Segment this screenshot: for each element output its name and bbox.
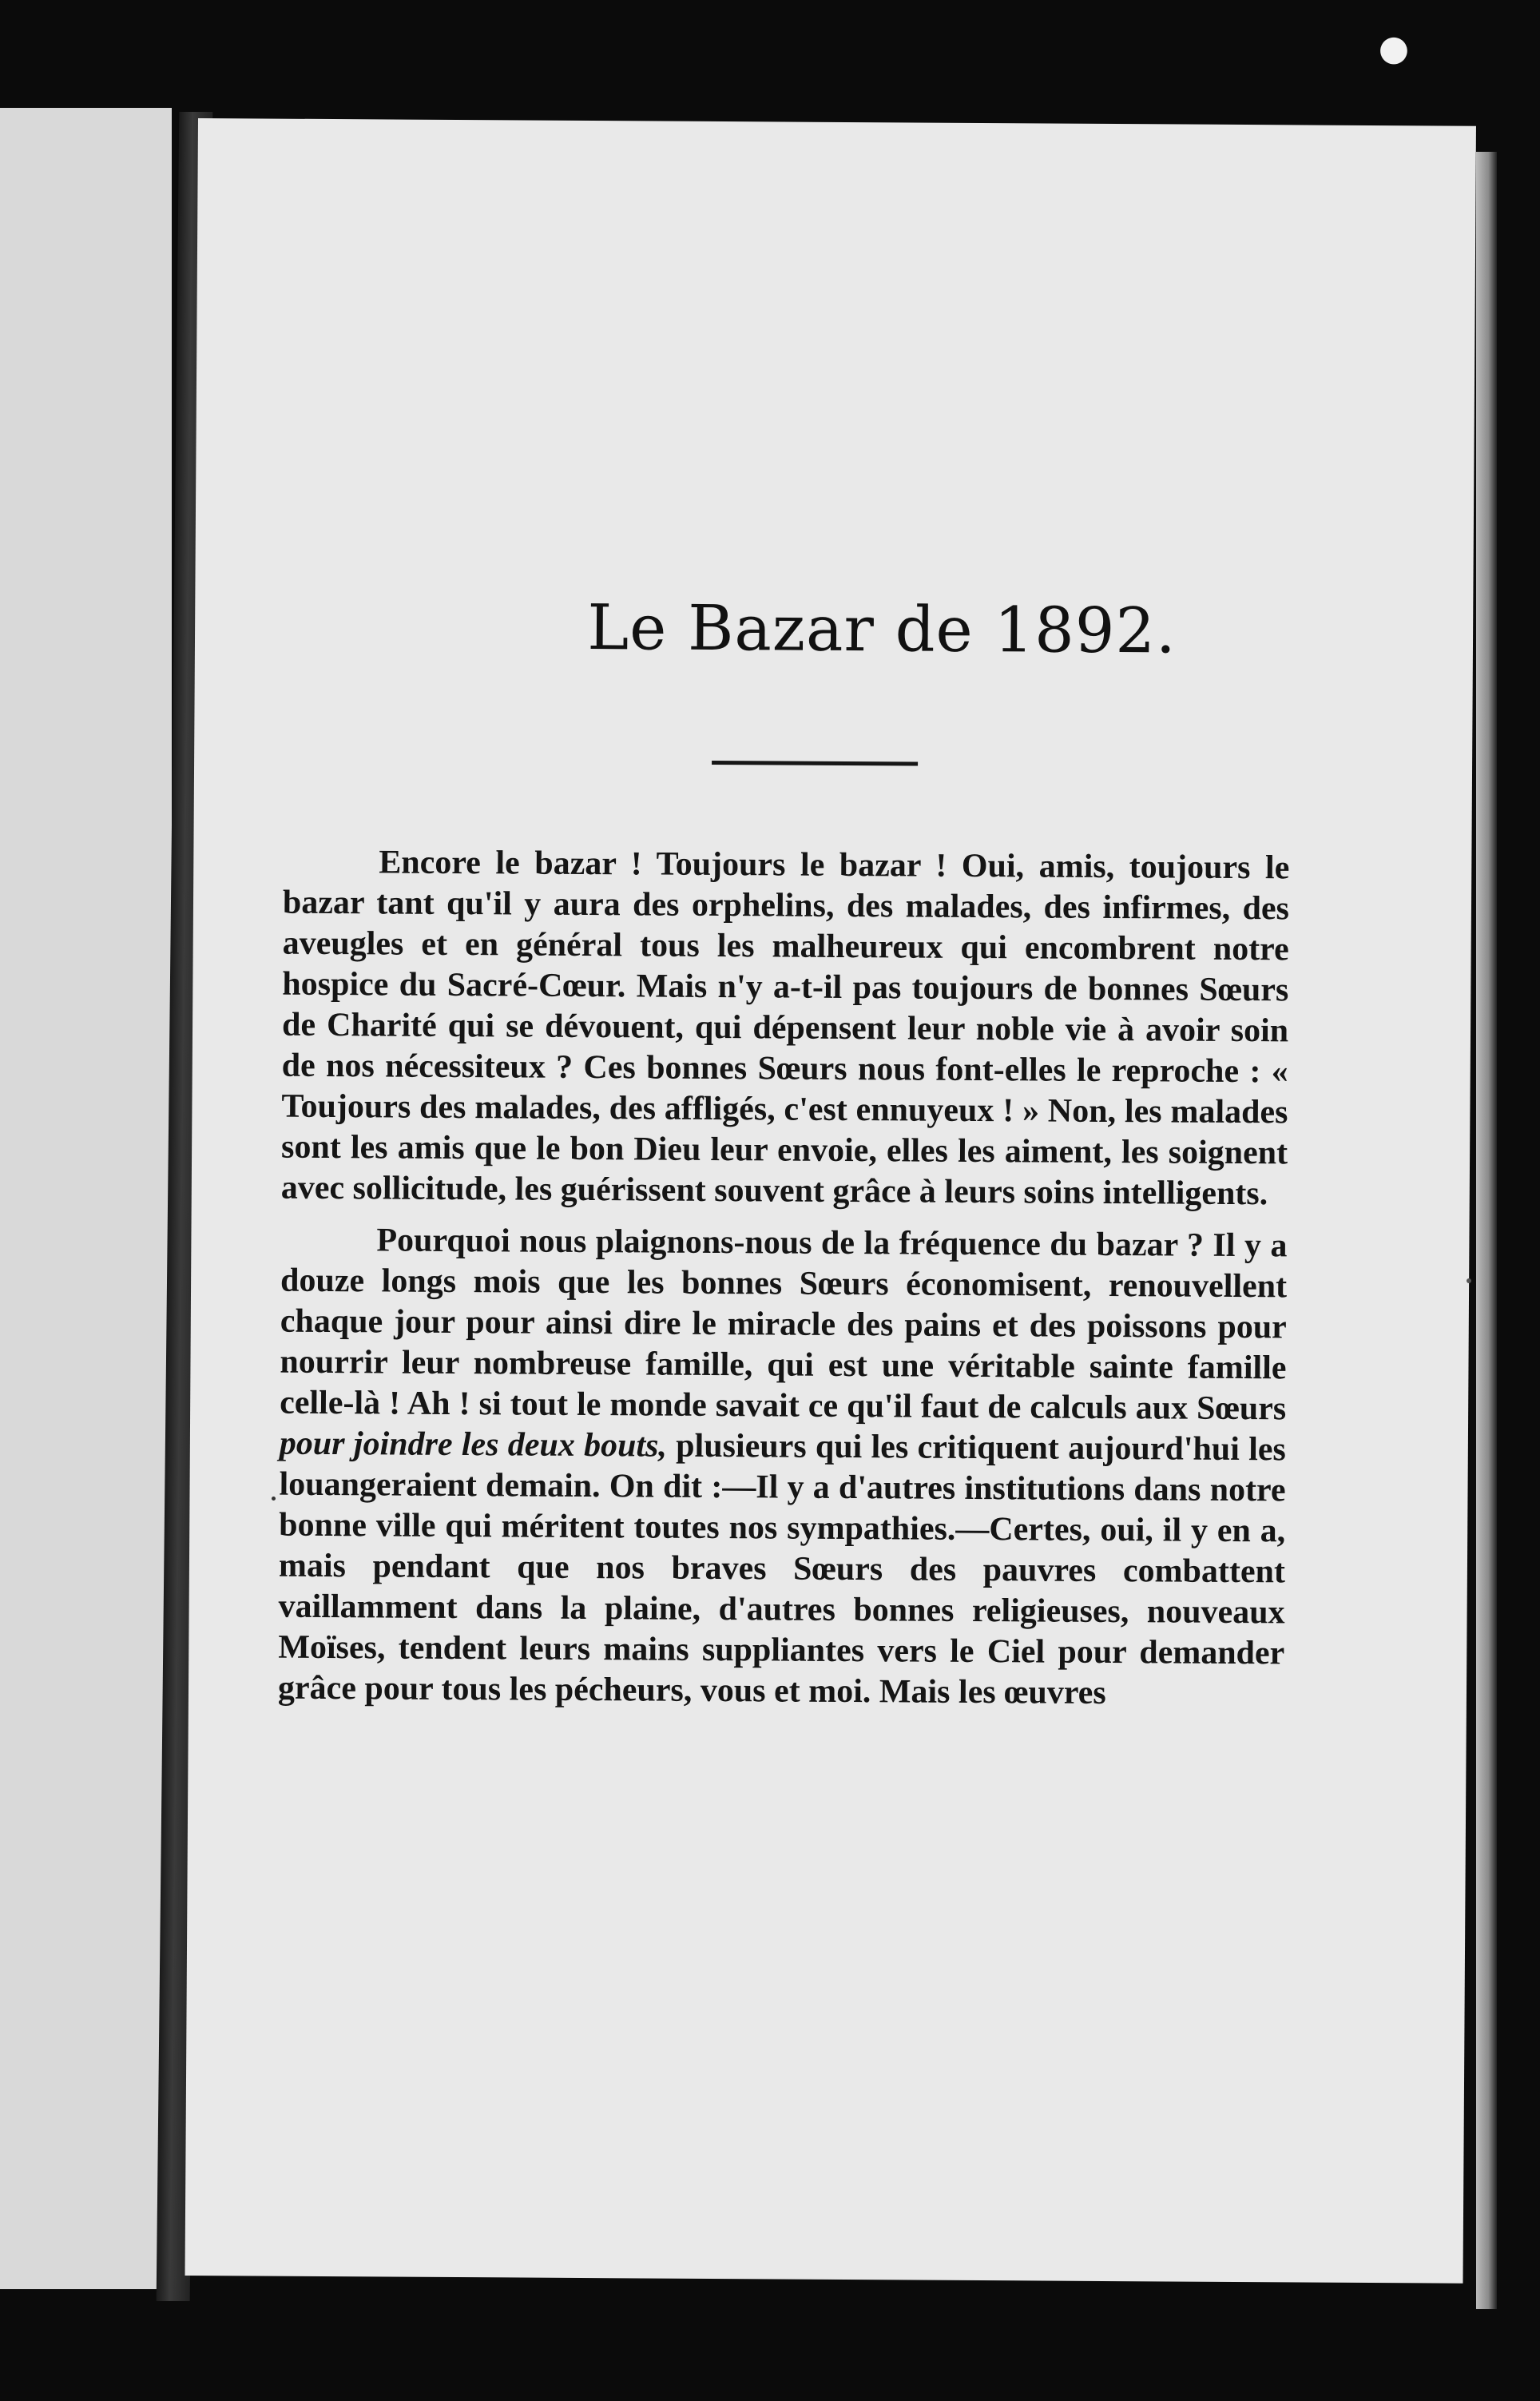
body-text xyxy=(278,842,1290,1727)
paragraph-1: Encore le bazar ! Toujours le bazar ! Oui, amis, toujours le bazar tant qu'il y aura des orphelins, des malades, des infirmes, des aveugles et en général tous les malheureux qui encombrent notre hospice du Sacré-Cœur. Mais n'y a-t-il pas toujours de bonnes Sœurs de Charité qui se dévouent, qui dépensent leur noble vie à avoir soin de nos nécessiteux ? Ces bonnes Sœurs nous font-elles le reproche : « Toujours des malades, des affligés, c'est ennuyeux ! » Non, les malades sont les amis que le bon Dieu leur envoie, elles les aiment, les soignent avec sollicitude, les guérissent souvent grâce à leurs soins intelligents. xyxy=(280,844,1290,1213)
corner-mark-icon: ● xyxy=(1378,28,1410,69)
title-rule xyxy=(712,761,918,766)
page-edge-shadow xyxy=(1476,152,1497,2309)
paragraph-2-italic-phrase: pour joindre les deux bouts, xyxy=(279,1425,668,1465)
scan-speck xyxy=(272,1497,276,1501)
paragraph-2-text-b: plusieurs qui les critiquent aujourd'hui les louangeraient demain. On dit :—Il y a d'autres institutions dans notre bonne ville qui méritent toutes nos sympathies.—Certes, oui, il y en a, mais pendant que nos braves Sœurs des pauvres combattent vaillamment dans la plaine, d'autres bonnes religieuses, nouveaux Moïses, tendent leurs mains suppliantes vers le Ciel pour demander grâce pour tous les pécheurs, vous et moi. Mais les œuvres xyxy=(277,1427,1286,1711)
book-page xyxy=(185,118,1476,2284)
paragraph-2 xyxy=(278,1220,1288,1715)
facing-page-fragment xyxy=(0,108,172,2289)
scan-speck xyxy=(1467,1278,1471,1283)
paragraph-2-text-a: Pourquoi nous plaignons-nous de la fréquence du bazar ? Il y a douze longs mois que les bonnes Sœurs économisent, renouvellent chaque jour pour ainsi dire le miracle des pains et des poissons pour nourrir leur nombreuse famille, qui est une véritable sainte famille celle-là ! Ah ! si tout le monde savait ce qu'il faut de calculs aux Sœurs xyxy=(280,1222,1288,1428)
page-title: Le Bazar de 1892. xyxy=(587,591,1177,668)
